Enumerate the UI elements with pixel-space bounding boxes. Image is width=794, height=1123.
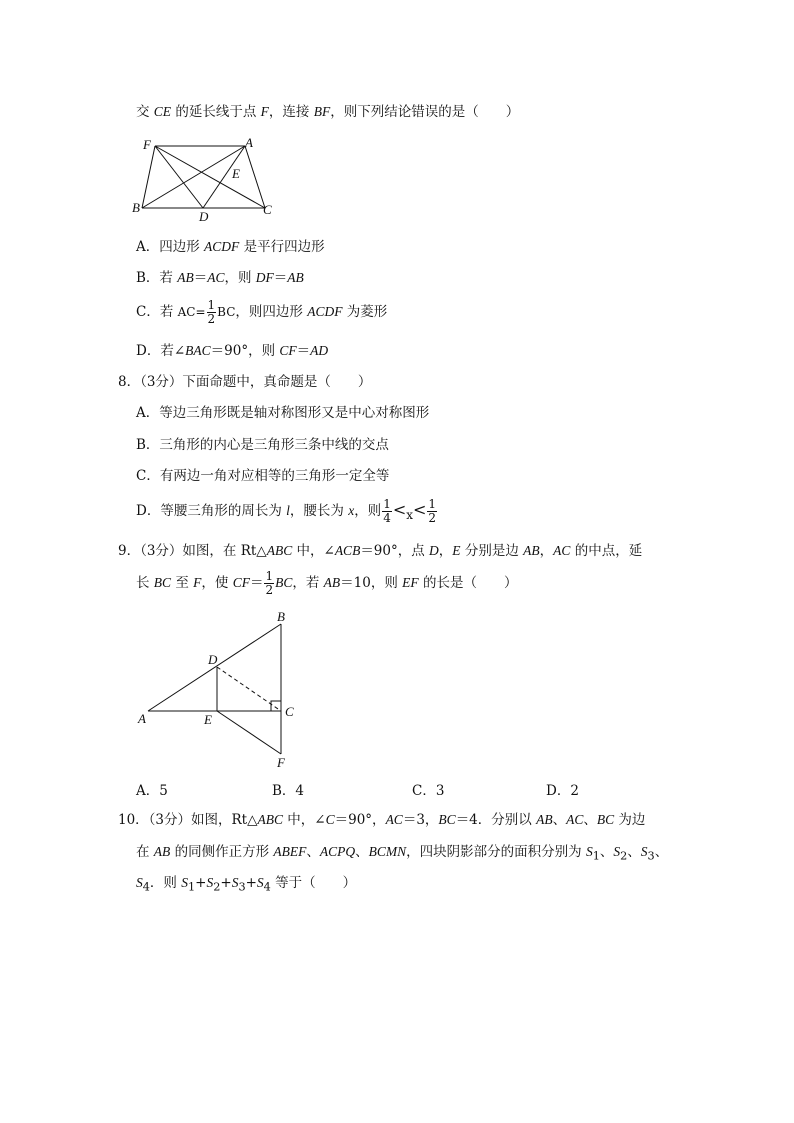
stem-text: 10．（3分）如图，Rt△	[118, 812, 258, 828]
var-ab: AB	[536, 812, 553, 827]
stem-text: ＝4．分别以	[455, 812, 537, 828]
fraction-one-quarter	[382, 498, 392, 525]
stem-text: 的长是（ ）	[418, 575, 518, 591]
separator: 、	[583, 812, 597, 828]
var-bac: BAC	[185, 343, 211, 358]
var-ac: AC	[207, 270, 225, 285]
q9-choice-c: C．3	[412, 783, 445, 799]
option-text: ，则	[354, 503, 382, 519]
var-s: S	[231, 875, 239, 890]
q7-option-d	[136, 342, 328, 360]
numerator: 1	[428, 497, 437, 511]
q9-choice-d: D．2	[546, 783, 579, 799]
less-than: <	[413, 500, 427, 519]
q8-option-d	[136, 496, 438, 529]
subscript: 2	[620, 849, 628, 863]
denominator: 4	[383, 511, 391, 525]
stem-text: 的中点，延	[570, 543, 643, 559]
var-s: S	[181, 875, 188, 890]
stem-text: ，若	[292, 575, 324, 591]
var-acb: ACB	[334, 543, 361, 558]
plus: +	[245, 875, 257, 891]
label-d: D	[208, 652, 218, 667]
var-d: D	[429, 543, 439, 558]
var-ac: AC	[553, 543, 571, 558]
label-f: F	[143, 137, 151, 152]
var-ab: AB	[523, 543, 540, 558]
denominator: 2	[428, 511, 437, 525]
stem-text: ，使	[201, 575, 233, 591]
q8-option-c: C．有两边一角对应相等的三角形一定全等	[136, 468, 390, 484]
lhs-ac: AC=	[177, 305, 206, 319]
plus: +	[195, 875, 207, 891]
separator: 、	[654, 844, 669, 860]
subscript: 3	[647, 849, 655, 863]
var-x: x	[348, 503, 355, 518]
option-text: A．四边形	[136, 239, 205, 255]
var-l: l	[286, 503, 290, 518]
numerator: 1	[265, 569, 274, 583]
right-angle-mark	[271, 701, 281, 711]
option-text: D．若∠	[136, 343, 186, 359]
var-f: F	[260, 104, 269, 119]
q7-option-a	[136, 238, 325, 256]
stem-text: 中，∠	[292, 543, 335, 559]
var-c: C	[325, 812, 335, 827]
var-f: F	[193, 575, 202, 590]
segment-ef	[217, 711, 281, 754]
var-s: S	[256, 875, 264, 890]
var-abef: ABEF	[273, 844, 307, 859]
var-s: S	[613, 844, 621, 859]
q7-figure	[132, 132, 282, 224]
q7-stem-text: 交	[136, 104, 154, 120]
stem-text: ＝90°，	[334, 812, 386, 828]
subscript: 4	[263, 880, 271, 894]
fraction-one-half	[207, 299, 217, 326]
option-text: 是平行四边形	[239, 239, 325, 255]
stem-text: ．则	[149, 875, 182, 891]
label-b: B	[277, 609, 285, 624]
fraction-one-half	[264, 570, 274, 597]
label-f: F	[277, 755, 285, 770]
separator: 、	[306, 844, 320, 860]
subscript: 4	[142, 880, 150, 894]
var-ab: AB	[177, 270, 194, 285]
comma: ，	[539, 543, 554, 559]
label-e: E	[232, 166, 240, 181]
label-d: D	[199, 209, 209, 224]
q9-choice-b: B．4	[272, 783, 305, 799]
option-text: ，则四边形	[235, 304, 308, 320]
segment-fd	[155, 146, 203, 208]
fraction-one-half	[427, 498, 437, 525]
q8-stem: 8．（3分）下面命题中，真命题是（ ）	[118, 374, 372, 390]
subscript: 3	[238, 880, 246, 894]
equals: ＝	[193, 270, 208, 286]
stem-text: ＝10，则	[340, 575, 403, 591]
var-ac: AC	[385, 812, 403, 827]
stem-text: ，四块阴影部分的面积分别为	[406, 844, 586, 860]
subscript: 1	[592, 849, 600, 863]
less-than: <	[392, 500, 407, 519]
q7-option-c	[136, 299, 387, 326]
denominator: 2	[265, 583, 274, 597]
q9-figure	[134, 606, 304, 772]
stem-text: 9．（3分）如图，在 Rt△	[118, 543, 267, 559]
stem-text: ＝3，	[402, 812, 439, 828]
var-bf: BF	[313, 104, 331, 119]
var-bc: BC	[217, 305, 236, 319]
var-ab: AB	[287, 270, 304, 285]
var-acdf: ACDF	[307, 304, 343, 319]
q10-stem-line1	[118, 811, 645, 829]
q8-option-b: B．三角形的内心是三角形三条中线的交点	[136, 437, 389, 453]
label-a: A	[245, 135, 253, 150]
stem-text: 分别是边	[460, 543, 524, 559]
q7-stem-text: 的延长线于点	[171, 104, 261, 120]
var-ab: AB	[323, 575, 341, 590]
subscript: 1	[187, 880, 196, 894]
option-text: D．等腰三角形的周长为	[136, 503, 287, 519]
option-text: ，则	[224, 270, 256, 286]
separator: 、	[355, 844, 369, 860]
label-a: A	[138, 711, 146, 726]
numerator: 1	[207, 298, 216, 312]
stem-text: ＝90°，点	[360, 543, 430, 559]
comma: ，	[438, 543, 453, 559]
numerator: 1	[383, 497, 391, 511]
segment-ab	[148, 624, 281, 711]
var-ce: CE	[153, 104, 172, 119]
var-e: E	[452, 543, 461, 558]
var-s: S	[585, 844, 593, 859]
equals: ＝	[273, 270, 288, 286]
option-text: C．若	[136, 304, 178, 320]
q9-choice-a: A．5	[136, 783, 168, 799]
stem-text: 等于（ ）	[270, 875, 357, 891]
var-bc: BC	[438, 812, 456, 827]
option-text: ，腰长为	[289, 503, 349, 519]
stem-text: 在	[136, 844, 154, 860]
label-b: B	[132, 200, 140, 215]
var-s: S	[136, 875, 143, 890]
plus: +	[220, 875, 232, 891]
var-abc: ABC	[266, 543, 293, 558]
separator: 、	[552, 812, 567, 828]
label-c: C	[263, 202, 272, 217]
var-acpq: ACPQ	[319, 844, 356, 859]
stem-text: 长	[136, 575, 154, 591]
q8-option-a: A．等边三角形既是轴对称图形又是中心对称图形	[136, 405, 430, 421]
stem-text: 至	[171, 575, 194, 591]
stem-text: 为边	[614, 812, 646, 828]
q10-stem-line3	[136, 874, 356, 897]
label-e: E	[204, 712, 212, 727]
var-abc: ABC	[257, 812, 283, 827]
q9-stem-line1	[118, 542, 642, 560]
separator: 、	[627, 844, 641, 860]
var-ef: EF	[402, 575, 419, 590]
var-s: S	[206, 875, 214, 890]
var-cf: CF	[279, 343, 297, 358]
var-acdf: ACDF	[204, 239, 240, 254]
var-ac: AC	[566, 812, 584, 827]
q7-stem-text: ，则下列结论错误的是（ ）	[330, 104, 520, 120]
stem-text: 中，∠	[283, 812, 326, 828]
var-df: DF	[255, 270, 274, 285]
label-c: C	[285, 704, 294, 719]
q10-stem-line2	[136, 843, 668, 866]
var-bcmn: BCMN	[368, 844, 407, 859]
option-text: ＝90°，则	[210, 343, 280, 359]
var-cf: CF	[232, 575, 250, 590]
segment-ba	[142, 146, 245, 208]
var-s: S	[640, 844, 648, 859]
q7-stem-text: ，连接	[268, 104, 314, 120]
var-ab: AB	[153, 844, 171, 859]
equals: ＝	[249, 575, 264, 591]
equals: ＝	[296, 343, 311, 359]
stem-text: 的同侧作正方形	[170, 844, 274, 860]
subscript: 2	[213, 880, 221, 894]
var-bc: BC	[275, 575, 293, 590]
q7-option-b	[136, 269, 304, 287]
segment-bf	[142, 146, 155, 208]
var-ad: AD	[310, 343, 329, 358]
q7-stem	[136, 103, 519, 121]
var-bc: BC	[596, 812, 615, 827]
var-x: x	[406, 508, 414, 522]
var-bc: BC	[153, 575, 172, 590]
denominator: 2	[207, 312, 216, 326]
q9-stem-line2	[136, 569, 517, 597]
separator: 、	[599, 844, 614, 860]
option-text: B．若	[136, 270, 178, 286]
option-text: 为菱形	[342, 304, 388, 320]
